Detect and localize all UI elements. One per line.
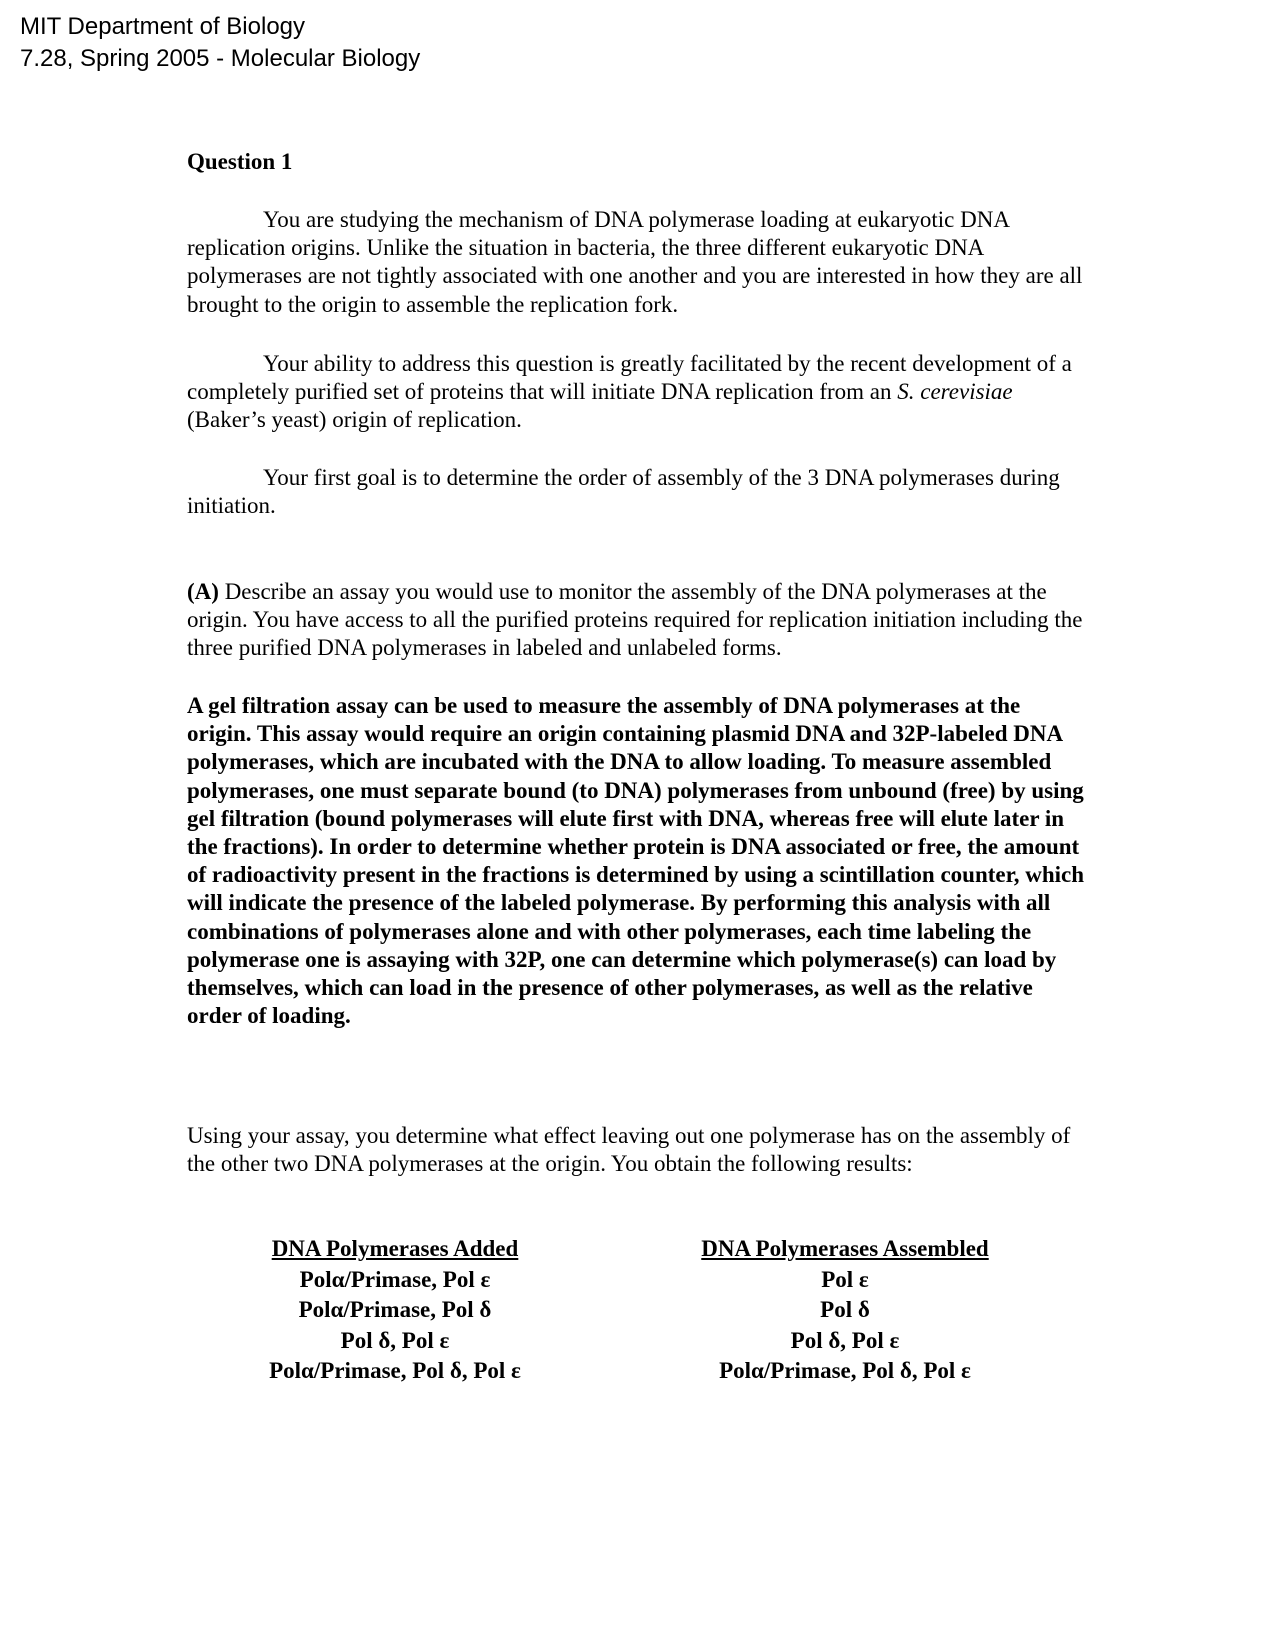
assembled-row: Pol ε	[821, 1266, 869, 1292]
added-row: Polα/Primase, Pol δ, Pol ε	[269, 1358, 521, 1383]
question-paragraph-1	[187, 206, 1087, 319]
part-a-body: Describe an assay you would use to monitor the assembly of the DNA polymerases at the origin. You have access to all the purified proteins required for replication initiation including the three purified DNA polymerases in labeled and unlabeled forms.	[187, 579, 1083, 661]
assembled-row: Pol δ	[820, 1297, 870, 1322]
paragraph-text-start: Your ability to address this question is greatly facilitated by the recent development of a completely purified set of proteins that will initiate DNA replication from an	[187, 351, 1072, 405]
assembled-row: Polα/Primase, Pol δ, Pol ε	[719, 1358, 971, 1383]
course-title: 7.28, Spring 2005 - Molecular Biology	[20, 45, 421, 72]
part-a-label: (A)	[187, 579, 219, 604]
polymerases-added-column	[210, 1234, 580, 1387]
part-a-answer	[187, 692, 1087, 1030]
question-paragraph-2	[187, 350, 1087, 435]
part-a-text	[187, 578, 1087, 663]
paragraph-text: Your first goal is to determine the order of assembly of the 3 DNA polymerases during initiation.	[187, 465, 1060, 519]
question-title: Question 1	[187, 149, 293, 174]
course-department: MIT Department of Biology	[20, 13, 306, 40]
paragraph-text: You are studying the mechanism of DNA polymerase loading at eukaryotic DNA replication origins. Unlike the situation in bacteria, the three different eukaryotic DNA polymerases are not tightly associated with one another and you are interested in how they are all brought to the origin to assemble the replication fork.	[187, 207, 1083, 317]
assembled-row: Pol δ, Pol ε	[790, 1327, 900, 1353]
results-intro	[187, 1122, 1087, 1178]
paragraph-text	[187, 350, 1087, 435]
added-row: Polα/Primase, Pol ε	[299, 1266, 491, 1292]
column-header-assembled: DNA Polymerases Assembled	[701, 1236, 989, 1261]
question-paragraph-3	[187, 464, 1087, 520]
part-a-question	[187, 578, 1087, 663]
answer-text: A gel filtration assay can be used to measure the assembly of DNA polymerases at the origin. This assay would require an origin containing plasmid DNA and 32P-labeled DNA polymerases, which are incubated with the DNA to allow loading. To measure assembled polymerases, one must separate bound (to DNA) polymerases from unbound (free) by using gel filtration (bound polymerases will elute first with DNA, whereas free will elute later in the fractions). In order to determine whether protein is DNA associated or free, the amount of radioactivity present in the fractions is determined by using a scintillation counter, which will indicate the presence of the labeled polymerase. By performing this analysis with all combinations of polymerases alone and with other polymerases, each time labeling the polymerase one is assaying with 32P, one can determine which polymerase(s) can load by themselves, which can load in the presence of other polymerases, as well as the relative order of loading.	[187, 693, 1084, 1029]
results-intro-text: Using your assay, you determine what effect leaving out one polymerase has on the assembly of the other two DNA polymerases at the origin. You obtain the following results:	[187, 1123, 1071, 1177]
paragraph-text-end: (Baker’s yeast) origin of replication.	[187, 407, 522, 433]
column-header-added: DNA Polymerases Added	[271, 1236, 519, 1261]
species-name: S. cerevisiae	[897, 379, 1013, 405]
polymerases-assembled-column	[660, 1234, 1030, 1387]
added-row: Polα/Primase, Pol δ	[298, 1297, 492, 1322]
added-row: Pol δ, Pol ε	[340, 1327, 450, 1353]
